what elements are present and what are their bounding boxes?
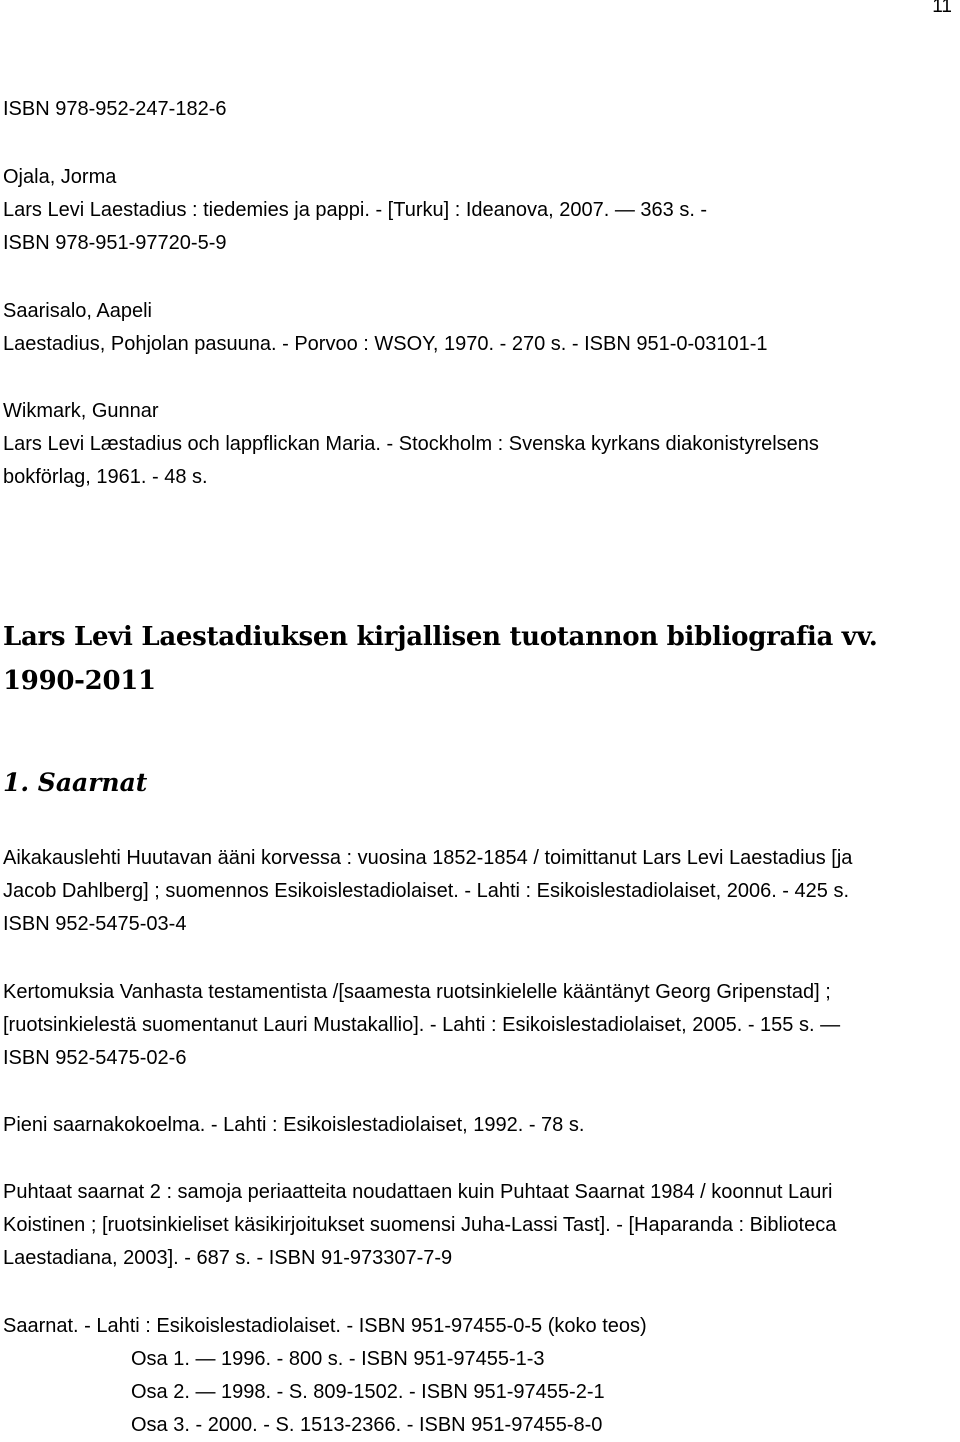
entry-line: ISBN 978-951-97720-5-9 xyxy=(3,232,227,254)
entry-line: Aikakauslehti Huutavan ääni korvessa : vuosina 1852-1854 / toimittanut Lars Levi Laestadius [ja xyxy=(3,847,853,869)
entry-line: Saarnat. - Lahti : Esikoislestadiolaiset. - ISBN 951-97455-0-5 (koko teos) xyxy=(3,1315,647,1337)
entry-line: ISBN 952-5475-03-4 xyxy=(3,913,187,935)
entry-line: bokförlag, 1961. - 48 s. xyxy=(3,466,208,488)
volume-line: Osa 2. — 1998. - S. 809-1502. - ISBN 951-97455-2-1 xyxy=(131,1381,605,1403)
entry-line: Koistinen ; [ruotsinkieliset käsikirjoitukset suomensi Juha-Lassi Tast]. - [Haparanda : Biblioteca xyxy=(3,1214,837,1236)
entry-line: ISBN 952-5475-02-6 xyxy=(3,1047,187,1069)
section-heading: 1. Saarnat xyxy=(3,768,148,797)
main-heading-line-2: 1990-2011 xyxy=(3,666,156,696)
entry-author: Saarisalo, Aapeli xyxy=(3,300,152,322)
entry-line: Laestadiana, 2003]. - 687 s. - ISBN 91-973307-7-9 xyxy=(3,1247,453,1269)
entry-line: Kertomuksia Vanhasta testamentista /[saamesta ruotsinkielelle kääntänyt Georg Gripenstad] ; xyxy=(3,981,831,1003)
entry-line: Pieni saarnakokoelma. - Lahti : Esikoislestadiolaiset, 1992. - 78 s. xyxy=(3,1114,585,1136)
main-heading-line-1: Lars Levi Laestadiuksen kirjallisen tuotannon bibliografia vv. xyxy=(3,622,878,652)
entry-author: Ojala, Jorma xyxy=(3,166,117,188)
volume-line: Osa 3. - 2000. - S. 1513-2366. - ISBN 951-97455-8-0 xyxy=(131,1414,603,1436)
volume-line: Osa 1. — 1996. - 800 s. - ISBN 951-97455-1-3 xyxy=(131,1348,545,1370)
entry-line: Laestadius, Pohjolan pasuuna. - Porvoo : WSOY, 1970. - 270 s. - ISBN 951-0-03101-1 xyxy=(3,333,768,355)
entry-line: [ruotsinkielestä suomentanut Lauri Mustakallio]. - Lahti : Esikoislestadiolaiset, 2005. - 155 s. — xyxy=(3,1014,841,1036)
page-number: 11 xyxy=(932,0,952,17)
entry-line: Lars Levi Læstadius och lappflickan Maria. - Stockholm : Svenska kyrkans diakonistyrelsens xyxy=(3,433,819,455)
entry-line: Jacob Dahlberg] ; suomennos Esikoislestadiolaiset. - Lahti : Esikoislestadiolaiset, 2006. - 425 s. xyxy=(3,880,850,902)
entry-line: Puhtaat saarnat 2 : samoja periaatteita noudattaen kuin Puhtaat Saarnat 1984 / koonnut Lauri xyxy=(3,1181,833,1203)
entry-line: Lars Levi Laestadius : tiedemies ja pappi. - [Turku] : Ideanova, 2007. — 363 s. - xyxy=(3,199,708,221)
isbn-line: ISBN 978-952-247-182-6 xyxy=(3,98,227,120)
entry-author: Wikmark, Gunnar xyxy=(3,400,159,422)
